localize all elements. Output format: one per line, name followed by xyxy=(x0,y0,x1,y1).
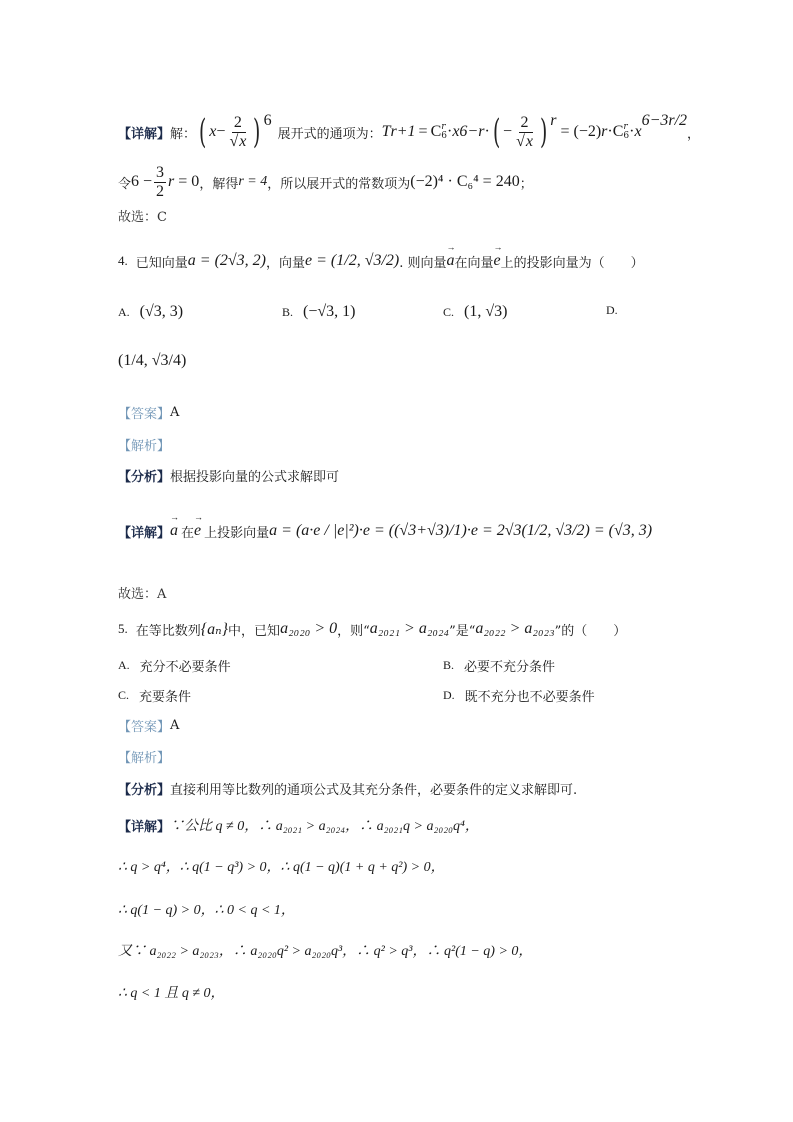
q5-detail-step-1: 【详解】 ∵公比 q ≠ 0，∴ a₂₀₂₁ > a₂₀₂₄，∴ a₂₀₂₁q > a₂₀₂₀q⁴， xyxy=(118,819,479,835)
q3-choice: 故选：C xyxy=(118,209,167,225)
q4-choice: 故选：A xyxy=(118,587,167,602)
q4-option-c: C. (1, √3) xyxy=(443,303,508,320)
q5-option-b: B. 必要不充分条件 xyxy=(443,658,556,675)
q4-option-d: D. xyxy=(606,303,618,317)
coef-fraction: $\frac{2}{√x}$ xyxy=(516,113,533,150)
q4-fenxi: 【分析】 根据投影向量的公式求解即可 xyxy=(118,470,340,485)
q5-option-d: D. 既不充分也不必要条件 xyxy=(443,688,595,705)
q4-analysis-label: 【解析】 xyxy=(118,439,171,454)
vector-a-symbol: → a xyxy=(447,252,455,270)
q5-detail-step-4: 又∵ a₂₀₂₂ > a₂₀₂₃，∴ a₂₀₂₀q² > a₂₀₂₀q³，∴ q² > q³，∴ q²(1 − q) > 0， xyxy=(118,944,533,959)
q3-detail-line-1: 【详解】 解： ( x − $\frac{2}{√x}$ ) 6 展开式的通项为： T r+1 = C r 6 · x 6−r · ( − $\frac{2}{√x}$ ) r = (−2) r ·C r 6 · x 6−3r/2 ， xyxy=(118,112,701,152)
projection-formula: a = (a·e / |e|²)·e = ((√3+√3)/1)·e = 2√3(1/2, √3/2) = (√3, 3) xyxy=(269,522,653,539)
q4-option-d-value: (1/4, √3/4) xyxy=(118,352,187,369)
q5-detail-step-5: ∴ q < 1 且 q ≠ 0， xyxy=(118,986,225,1001)
q5-answer: 【答案】 A xyxy=(118,718,180,735)
paren-right: ) xyxy=(253,112,261,152)
q3-detail-line-2: 令 6 − $\frac{3}{2}$ r = 0 ，解得 r = 4 ，所以展开式的常数项为 (−2)⁴ · C₆⁴ = 240 ； xyxy=(118,163,533,200)
term-T: T xyxy=(381,123,391,140)
q5-fenxi: 【分析】 直接利用等比数列的通项公式及其充分条件，必要条件的定义求解即可. xyxy=(118,783,578,798)
answer-label: 【答案】 xyxy=(118,407,171,422)
detail-label: 【详解】 xyxy=(118,126,171,142)
vector-a-definition: a = (2√3, 2) xyxy=(187,252,266,269)
question-number: 4. xyxy=(118,253,128,268)
binomial-base: x xyxy=(209,123,217,140)
binomial-fraction: $\frac{2}{√x}$ xyxy=(229,113,247,150)
vector-e-symbol: → e xyxy=(494,252,501,270)
q5-analysis-label: 【解析】 xyxy=(118,751,171,766)
solution-prefix: 解： xyxy=(170,126,197,142)
q4-detail: 【详解】 → a 在 → e 上投影向量 a = (a·e / |e|²)·e = ((√3+√3)/1)·e = 2√3(1/2, √3/2) = (√3, 3) xyxy=(118,508,652,554)
q5-option-c: C. 充要条件 xyxy=(118,688,192,705)
q5-detail-step-3: ∴ q(1 − q) > 0，∴ 0 < q < 1， xyxy=(118,903,295,918)
binomial-power: 6 xyxy=(263,112,272,129)
constant-term: (−2)⁴ · C₆⁴ = 240 xyxy=(410,173,520,190)
q4-answer: 【答案】 A xyxy=(118,405,180,422)
q5-option-a: A. 充分不必要条件 xyxy=(118,658,231,675)
q4-stem: 4. 已知向量 a = (2√3, 2) ，向量 e = (1/2, √3/2) . 则向量 → a 在向量 → e 上的投影向量为（ ） xyxy=(118,240,644,282)
q4-option-a: A. (√3, 3) xyxy=(118,303,184,320)
q5-detail-step-2: ∴ q > q⁴，∴ q(1 − q³) > 0，∴ q(1 − q)(1 + q + q²) > 0， xyxy=(118,860,445,875)
vector-e-definition: e = (1/2, √3/2) xyxy=(305,252,400,269)
general-term-text: 展开式的通项为： xyxy=(277,126,382,142)
q5-stem: 5. 在等比数列 {aₙ} 中，已知 a₂₀₂₀ > 0 ，则“ a₂₀₂₁ > a₂₀₂₄ ”是“ a₂₀₂₂ > a₂₀₂₃ ”的（ ） xyxy=(118,620,627,639)
q4-option-b: B. (−√3, 1) xyxy=(282,303,356,320)
binomial-minus: − xyxy=(216,123,226,140)
paren-left: ( xyxy=(199,112,207,152)
